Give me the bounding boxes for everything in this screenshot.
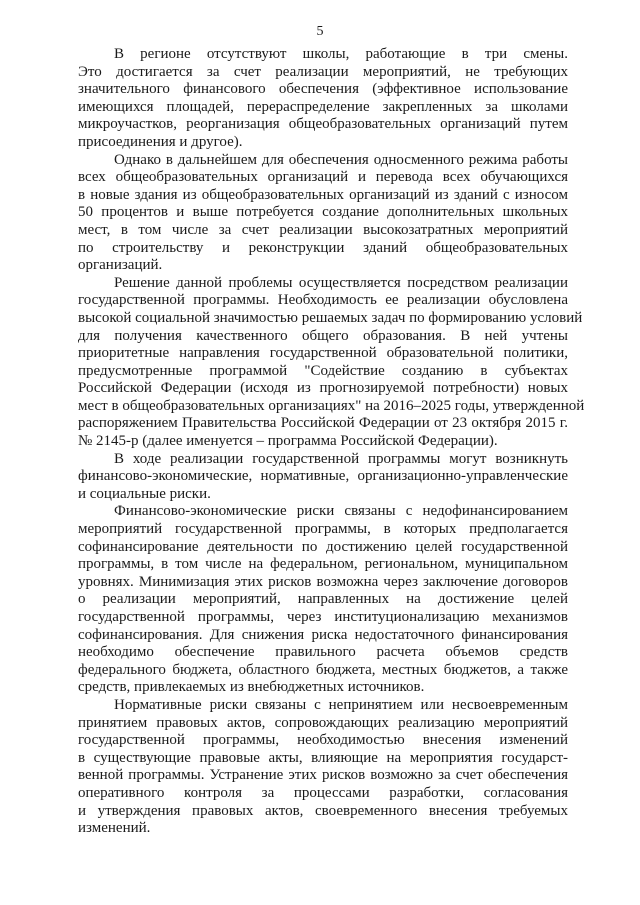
text-line: софинансирование деятельности по достижению целей государственной bbox=[78, 538, 568, 555]
text-line: Нормативные риски связаны с непринятием или несвоевременным bbox=[114, 696, 568, 713]
text-line: Российской Федерации (исходя из прогнозируемой потребности) новых bbox=[78, 380, 568, 397]
text-line: для получения качественного общего образования. В ней учтены bbox=[78, 327, 568, 344]
page-number: 5 bbox=[316, 24, 324, 39]
text-line: № 2145-р (далее именуется – программа Российской Федерации). bbox=[78, 433, 498, 450]
text-line: предусмотренные программой "Содействие созданию в субъектах bbox=[78, 362, 568, 379]
document-body bbox=[78, 46, 585, 838]
text-line: оперативного контроля за процессами разработки, согласования bbox=[78, 784, 568, 801]
paragraph bbox=[78, 697, 568, 838]
text-line: Решение данной проблемы осуществляется посредством реализации bbox=[114, 274, 568, 291]
text-line: государственной программы, через институционализацию механизмов bbox=[78, 609, 568, 625]
text-line: и социальные риски. bbox=[78, 485, 211, 502]
text-line: мест, в том числе за счет реализации высокозатратных мероприятий bbox=[78, 221, 568, 238]
text-line: изменений. bbox=[78, 820, 151, 837]
text-line: высокой социальной значимостью решаемых задач по формированию условий bbox=[78, 309, 583, 326]
text-line: принятием правовых актов, сопровождающих реализацию мероприятий bbox=[78, 714, 568, 731]
text-line: Однако в дальнейшем для обеспечения односменного режима работы bbox=[114, 151, 568, 168]
text-line: имеющихся площадей, перераспределение закрепленных за школами bbox=[78, 98, 568, 115]
text-line: организаций. bbox=[78, 257, 163, 274]
text-line: приоритетные направления государственной образовательной политики, bbox=[78, 345, 568, 362]
text-line: необходимо обеспечение правильного расчета объемов средств bbox=[78, 644, 568, 661]
text-line: государственной программы. Необходимость ее реализации обусловлена bbox=[78, 292, 568, 309]
text-line: о реализации мероприятий, направленных на достижение целей bbox=[78, 591, 568, 608]
paragraph bbox=[78, 46, 568, 152]
text-line: мест в общеобразовательных организациях" на 2016–2025 годы, утвержденной bbox=[78, 397, 585, 414]
paragraph bbox=[78, 503, 568, 697]
text-line: Это достигается за счет реализации мероприятий, не требующих bbox=[78, 63, 568, 80]
text-line: в существующие правовые акты, влияющие на мероприятия государст- bbox=[78, 749, 568, 766]
text-line: финансово-экономические, нормативные, организационно-управленческие bbox=[78, 468, 568, 485]
text-line: присоединения и другое). bbox=[78, 133, 243, 150]
text-line: 50 процентов и выше потребуется создание дополнительных школьных bbox=[78, 204, 568, 221]
paragraph bbox=[78, 274, 585, 451]
text-line: В ходе реализации государственной программы могут возникнуть bbox=[114, 450, 568, 467]
text-line: всех общеобразовательных организаций и перевода всех обучающихся bbox=[78, 169, 568, 186]
text-line: венной программы. Устранение этих рисков возможно за счет обеспечения bbox=[78, 767, 568, 784]
text-line: средств, привлекаемых из внебюджетных источников. bbox=[78, 679, 425, 696]
paragraph bbox=[78, 152, 568, 275]
paragraph bbox=[78, 451, 568, 504]
text-line: уровнях. Минимизация этих рисков возможна через заключение договоров bbox=[78, 573, 568, 590]
text-line: микроучастков, реорганизация общеобразовательных организаций путем bbox=[78, 116, 568, 133]
text-line: и утверждения правовых актов, своевременного внесения требуемых bbox=[78, 802, 568, 819]
text-line: Финансово-экономические риски связаны с недофинансированием bbox=[114, 503, 568, 520]
text-line: программы, в том числе на федеральном, региональном, муниципальном bbox=[78, 556, 568, 573]
text-line: значительного финансового обеспечения (эффективное использование bbox=[78, 81, 568, 98]
text-line: распоряжением Правительства Российской Федерации от 23 октября 2015 г. bbox=[78, 415, 568, 432]
text-line: софинансирования. Для снижения риска недостаточного финансирования bbox=[78, 626, 568, 643]
text-line: мероприятий государственной программы, в которых предполагается bbox=[78, 521, 568, 538]
text-line: федерального бюджета, областного бюджета, местных бюджетов, а также bbox=[78, 661, 568, 678]
text-line: по строительству и реконструкции зданий общеобразовательных bbox=[78, 239, 568, 256]
text-line: государственной программы, необходимостью внесения изменений bbox=[78, 732, 568, 749]
text-line: В регионе отсутствуют школы, работающие в три смены. bbox=[114, 46, 568, 62]
text-line: в новые здания из общеобразовательных организаций из зданий с износом bbox=[78, 186, 568, 203]
